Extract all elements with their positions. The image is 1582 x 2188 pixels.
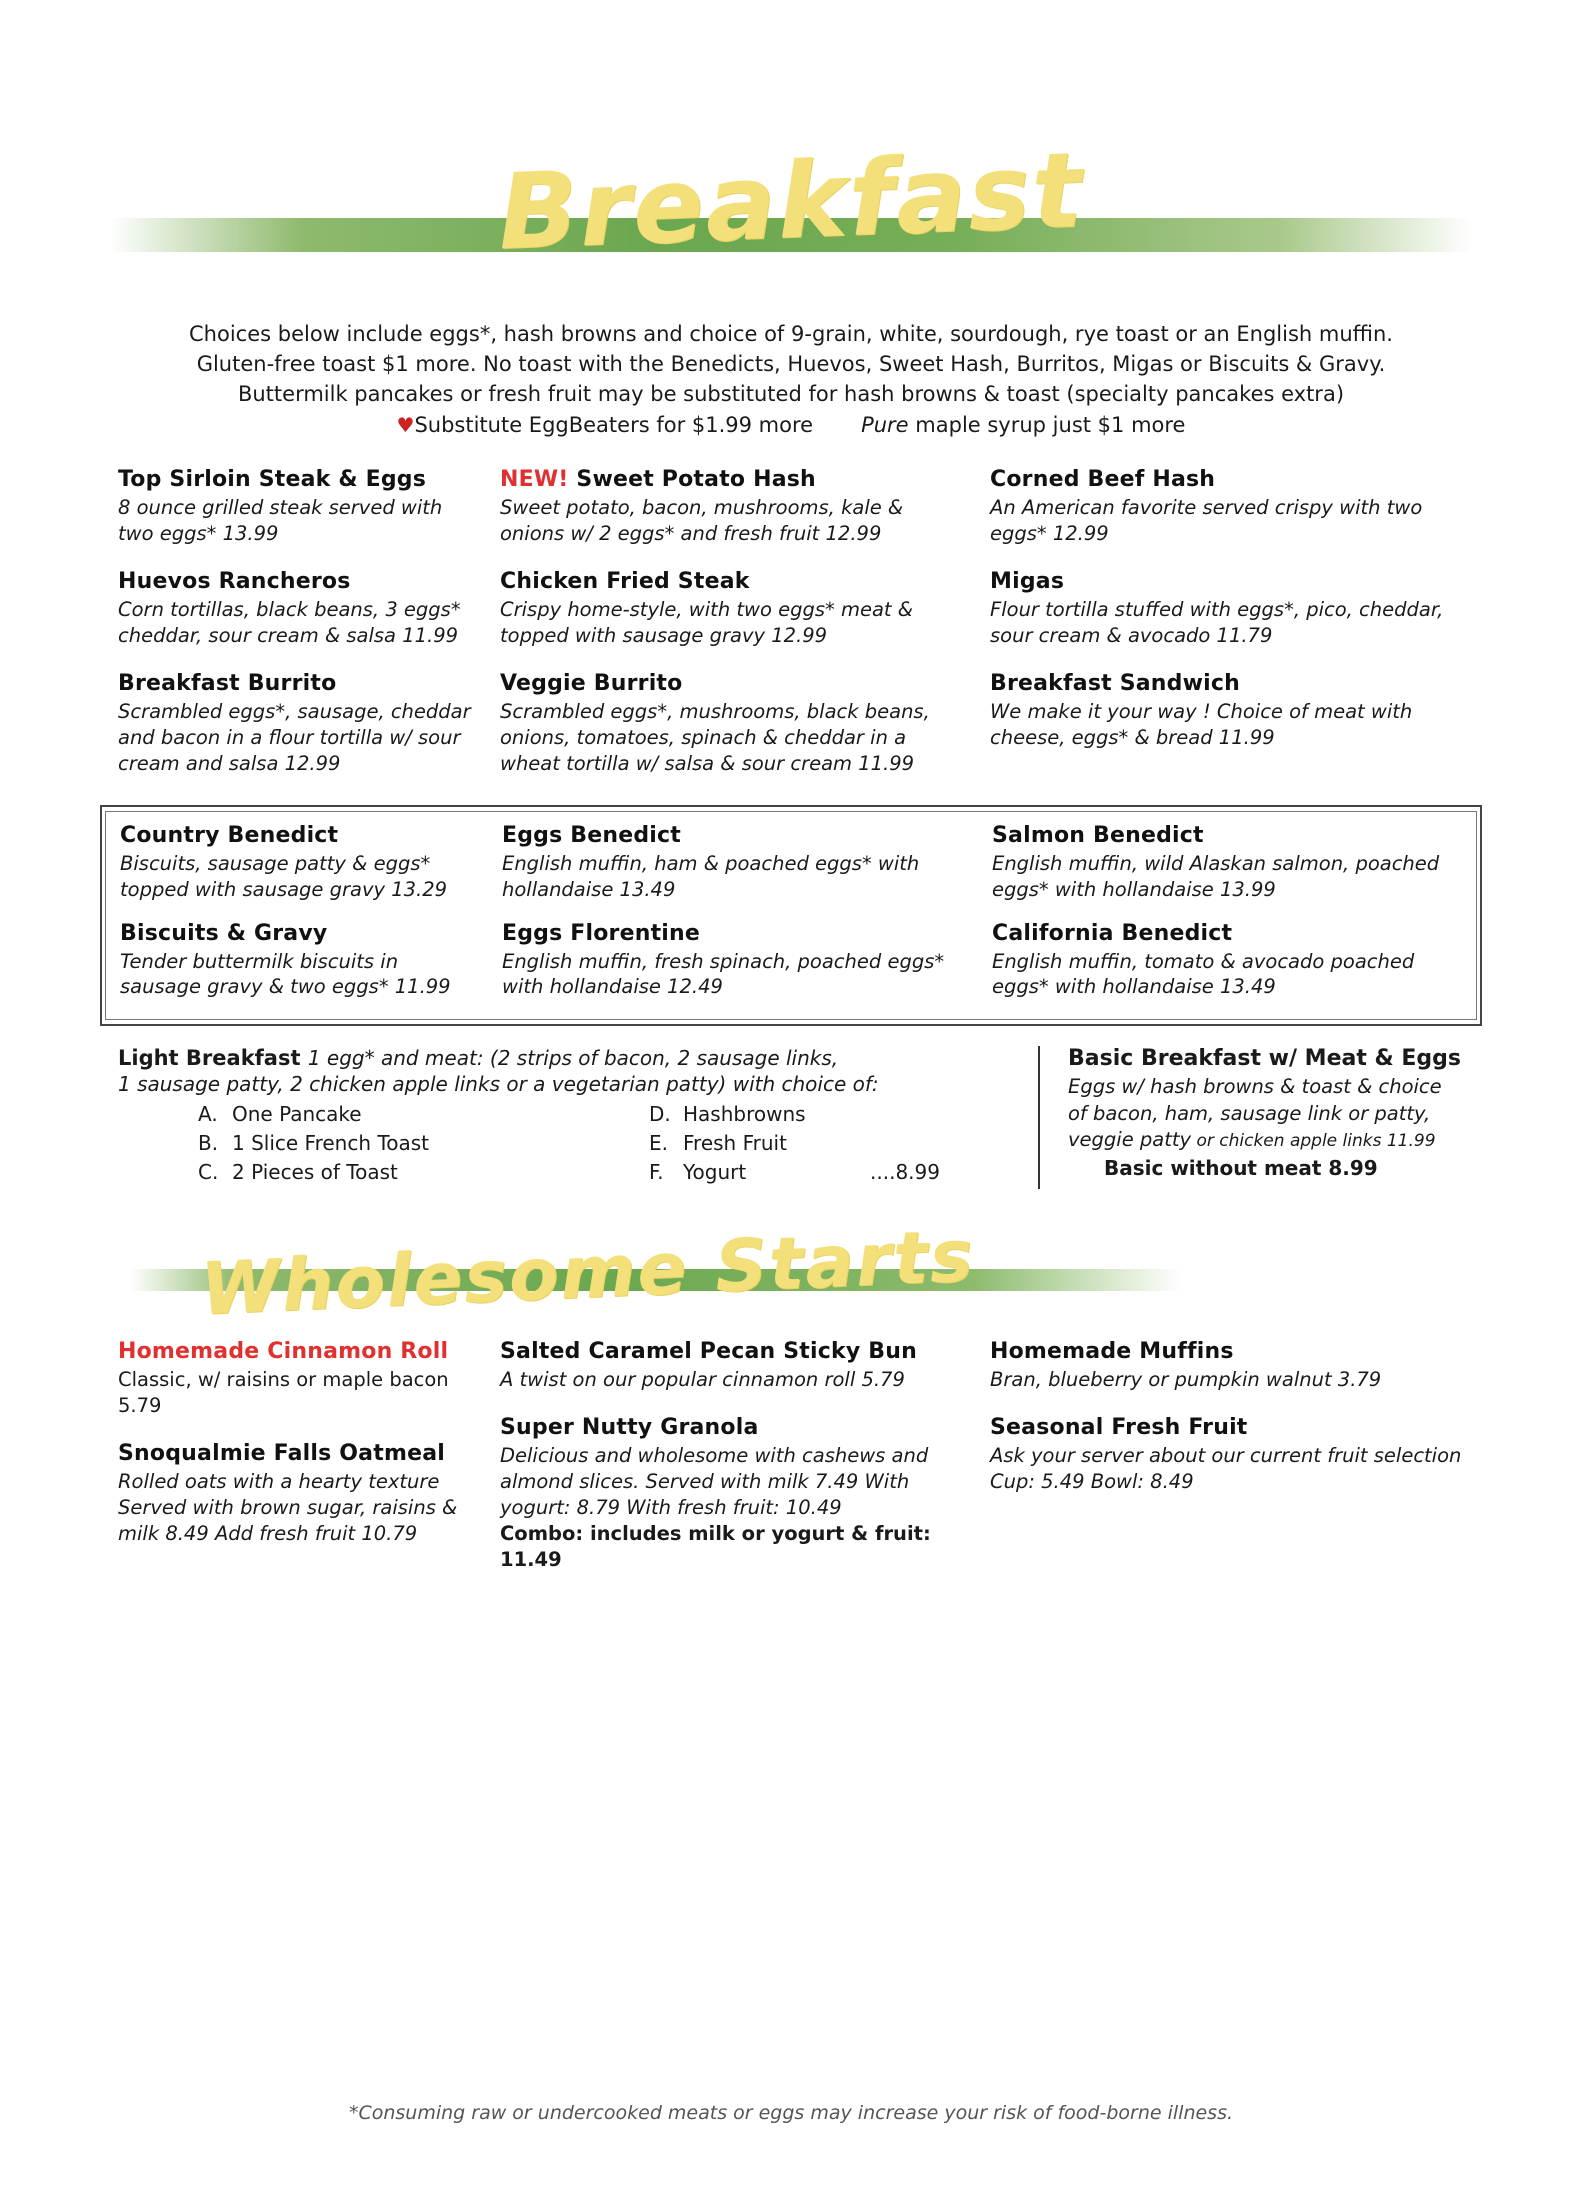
eggbeaters-note: Substitute EggBeaters for $1.99 more [414, 413, 814, 438]
light-breakfast-title [118, 1046, 1020, 1070]
item-name: Country Benedict [120, 822, 339, 848]
basic-without-meat: Basic without meat 8.99 [1104, 1155, 1378, 1180]
option-label: Yogurt [683, 1160, 747, 1185]
benedict-column-1 [102, 823, 502, 1019]
basic-desc-line1: Eggs w/ hash browns & toast & choice [1068, 1075, 1442, 1099]
item-description: English muffin, fresh spinach, poached eggs* with hollandaise 12.49 [502, 949, 945, 999]
page-title: Breakfast [496, 128, 1086, 274]
menu-item [990, 1339, 1464, 1393]
light-breakfast-name: Light Breakfast [118, 1046, 301, 1071]
intro-line-1: Choices below include eggs*, hash browns and choice of 9-grain, white, sourdough, rye toast or an English muffin. [189, 322, 1393, 346]
breakfast-column-2 [500, 467, 990, 798]
item-description: Delicious and wholesome with cashews and almond slices. Served with milk 7.49 With yogurt: 8.79 With fresh fruit: 10.49 [500, 1444, 929, 1520]
item-name-text: Sweet Potato Hash [576, 467, 816, 493]
item-description: Ask your server about our current fruit selection Cup: 5.49 Bowl: 8.49 [990, 1444, 1462, 1494]
menu-item [992, 921, 1462, 1001]
item-description: Rolled oats with a hearty texture Served with brown sugar, raisins & milk 8.49 Add fresh fruit 10.79 [118, 1470, 458, 1546]
intro-substitutions [130, 411, 1452, 441]
basic-desc-line3-small: or chicken apple links 11.99 [1191, 1130, 1436, 1151]
item-description: An American favorite served crispy with two eggs* 12.99 [990, 496, 1423, 546]
option-item [569, 1160, 1020, 1184]
item-name: Corned Beef Hash [990, 467, 1216, 493]
menu-item [118, 1339, 482, 1419]
item-name: Snoqualmie Falls Oatmeal [118, 1441, 445, 1467]
item-description: English muffin, ham & poached eggs* with hollandaise 13.49 [502, 851, 920, 901]
item-name: Homemade Muffins [990, 1339, 1234, 1365]
item-description [1068, 1074, 1482, 1152]
item-description: Sweet potato, bacon, mushrooms, kale & onions w/ 2 eggs* and fresh fruit 12.99 [500, 496, 904, 546]
breakfast-banner [100, 128, 1482, 310]
item-description: English muffin, tomato & avocado poached eggs* with hollandaise 13.49 [992, 949, 1415, 999]
wholesome-column-3 [990, 1339, 1482, 1595]
intro-text [130, 320, 1452, 441]
wholesome-column-1 [100, 1339, 500, 1595]
new-badge: NEW! [500, 467, 569, 493]
menu-item [118, 1441, 482, 1547]
item-name: Breakfast Burrito [118, 670, 337, 696]
option-item [118, 1160, 569, 1184]
options-right [569, 1102, 1020, 1189]
option-label: Hashbrowns [683, 1102, 806, 1127]
item-name [500, 467, 972, 492]
item-name: Chicken Fried Steak [500, 569, 750, 595]
menu-item [500, 1339, 972, 1393]
item-name: Top Sirloin Steak & Eggs [118, 467, 427, 493]
heart-icon: ♥ [396, 413, 415, 438]
option-item [118, 1131, 569, 1155]
breakfast-column-1 [100, 467, 500, 798]
menu-item [992, 823, 1462, 903]
footer-disclaimer: *Consuming raw or undercooked meats or eggs may increase your risk of food-borne illness. [348, 2102, 1234, 2124]
menu-item [118, 467, 482, 547]
option-item [569, 1131, 1020, 1155]
menu-item [118, 671, 482, 777]
item-name: Huevos Rancheros [118, 569, 351, 595]
option-letter: A. [198, 1102, 218, 1127]
menu-item [118, 569, 482, 649]
basic-breakfast [1040, 1046, 1482, 1189]
wholesome-title: Wholesome Starts [198, 1213, 977, 1332]
item-description: Scrambled eggs*, sausage, cheddar and bacon in a flour tortilla w/ sour cream and salsa 12.99 [118, 699, 471, 775]
menu-item [990, 1415, 1464, 1495]
menu-item [990, 569, 1464, 649]
item-description: We make it your way ! Choice of meat with cheese, eggs* & bread 11.99 [990, 699, 1413, 749]
item-name: Eggs Florentine [502, 920, 701, 946]
light-breakfast-line2: 1 sausage patty, 2 chicken apple links or a vegetarian patty) with choice of: [118, 1072, 879, 1097]
intro-line-3: Buttermilk pancakes or fresh fruit may be substituted for hash browns & toast (specialty pancakes extra) [237, 381, 1345, 406]
benedict-column-3 [992, 823, 1480, 1019]
option-label: Fresh Fruit [683, 1131, 787, 1156]
breakfast-items [100, 467, 1482, 798]
wholesome-items [100, 1339, 1482, 1595]
wholesome-column-2 [500, 1339, 990, 1595]
item-name: Homemade Cinnamon Roll [118, 1339, 449, 1365]
menu-item [500, 569, 972, 649]
item-name: Salted Caramel Pecan Sticky Bun [500, 1339, 917, 1365]
item-name: Super Nutty Granola [500, 1415, 759, 1441]
item-description: Crispy home-style, with two eggs* meat & topped with sausage gravy 12.99 [500, 598, 913, 648]
item-name: Basic Breakfast w/ Meat & Eggs [1068, 1046, 1461, 1072]
option-letter: E. [649, 1131, 668, 1156]
menu-item [502, 921, 974, 1001]
benedict-column-2 [502, 823, 992, 1019]
light-breakfast-subtitle: 1 egg* and meat: (2 strips of bacon, 2 sausage links, [307, 1046, 839, 1071]
item-description: Corn tortillas, black beans, 3 eggs* cheddar, sour cream & salsa 11.99 [118, 598, 461, 648]
menu-item [990, 671, 1464, 751]
menu-item [120, 921, 484, 1001]
item-name: Breakfast Sandwich [990, 670, 1240, 696]
item-description: Scrambled eggs*, mushrooms, black beans, onions, tomatoes, spinach & cheddar in a wheat tortilla w/ salsa & sour cream 11.99 [500, 699, 930, 775]
option-item [569, 1102, 1020, 1126]
menu-page [0, 128, 1582, 2188]
item-description: Flour tortilla stuffed with eggs*, pico, cheddar, sour cream & avocado 11.79 [990, 598, 1444, 648]
menu-item [120, 823, 484, 903]
option-item [118, 1102, 569, 1126]
option-label: 2 Pieces of Toast [232, 1160, 398, 1185]
menu-item [500, 1415, 972, 1573]
option-label: 1 Slice French Toast [232, 1131, 429, 1156]
item-description: Classic, w/ raisins or maple bacon 5.79 [118, 1368, 449, 1418]
basic-desc-line2: of bacon, ham, sausage link or patty, [1068, 1101, 1431, 1125]
item-name: Seasonal Fresh Fruit [990, 1415, 1248, 1441]
item-description: English muffin, wild Alaskan salmon, poached eggs* with hollandaise 13.99 [992, 851, 1440, 901]
item-description: Bran, blueberry or pumpkin walnut 3.79 [990, 1368, 1382, 1392]
benedicts-section [100, 805, 1482, 1027]
item-description: 8 ounce grilled steak served with two eggs* 13.99 [118, 496, 443, 546]
item-name: Eggs Benedict [502, 822, 681, 848]
item-name: Biscuits & Gravy [120, 920, 328, 946]
maple-note: maple syrup just $1 more [908, 413, 1186, 438]
breakfast-column-3 [990, 467, 1482, 798]
item-name: California Benedict [992, 920, 1233, 946]
item-description: A twist on our popular cinnamon roll 5.79 [500, 1368, 905, 1392]
item-description: Biscuits, sausage patty & eggs* topped with sausage gravy 13.29 [120, 851, 448, 901]
item-name: Veggie Burrito [500, 670, 683, 696]
option-letter: C. [198, 1160, 219, 1185]
option-label: One Pancake [232, 1102, 362, 1127]
light-breakfast [100, 1046, 1040, 1189]
option-letter: F. [649, 1160, 664, 1185]
option-letter: B. [198, 1131, 219, 1156]
menu-item [500, 671, 972, 777]
option-price: ....8.99 [870, 1160, 940, 1185]
light-breakfast-section [100, 1046, 1482, 1189]
intro-line-2: Gluten-free toast $1 more. No toast with the Benedicts, Huevos, Sweet Hash, Burritos, Migas or Biscuits & Gravy. [196, 351, 1386, 376]
menu-item [502, 823, 974, 903]
item-name: Migas [990, 569, 1065, 595]
menu-item [500, 467, 972, 547]
item-description: Tender buttermilk biscuits in sausage gravy & two eggs* 11.99 [120, 949, 451, 999]
menu-item [990, 467, 1464, 547]
light-breakfast-options [118, 1102, 1020, 1189]
option-letter: D. [649, 1102, 671, 1127]
basic-desc-line3: veggie patty [1068, 1127, 1192, 1151]
item-description-extra: Combo: includes milk or yogurt & fruit: 11.49 [500, 1522, 931, 1571]
wholesome-banner [100, 1213, 1482, 1339]
item-name: Salmon Benedict [992, 822, 1204, 848]
options-left [118, 1102, 569, 1189]
maple-pure: Pure [861, 413, 909, 438]
